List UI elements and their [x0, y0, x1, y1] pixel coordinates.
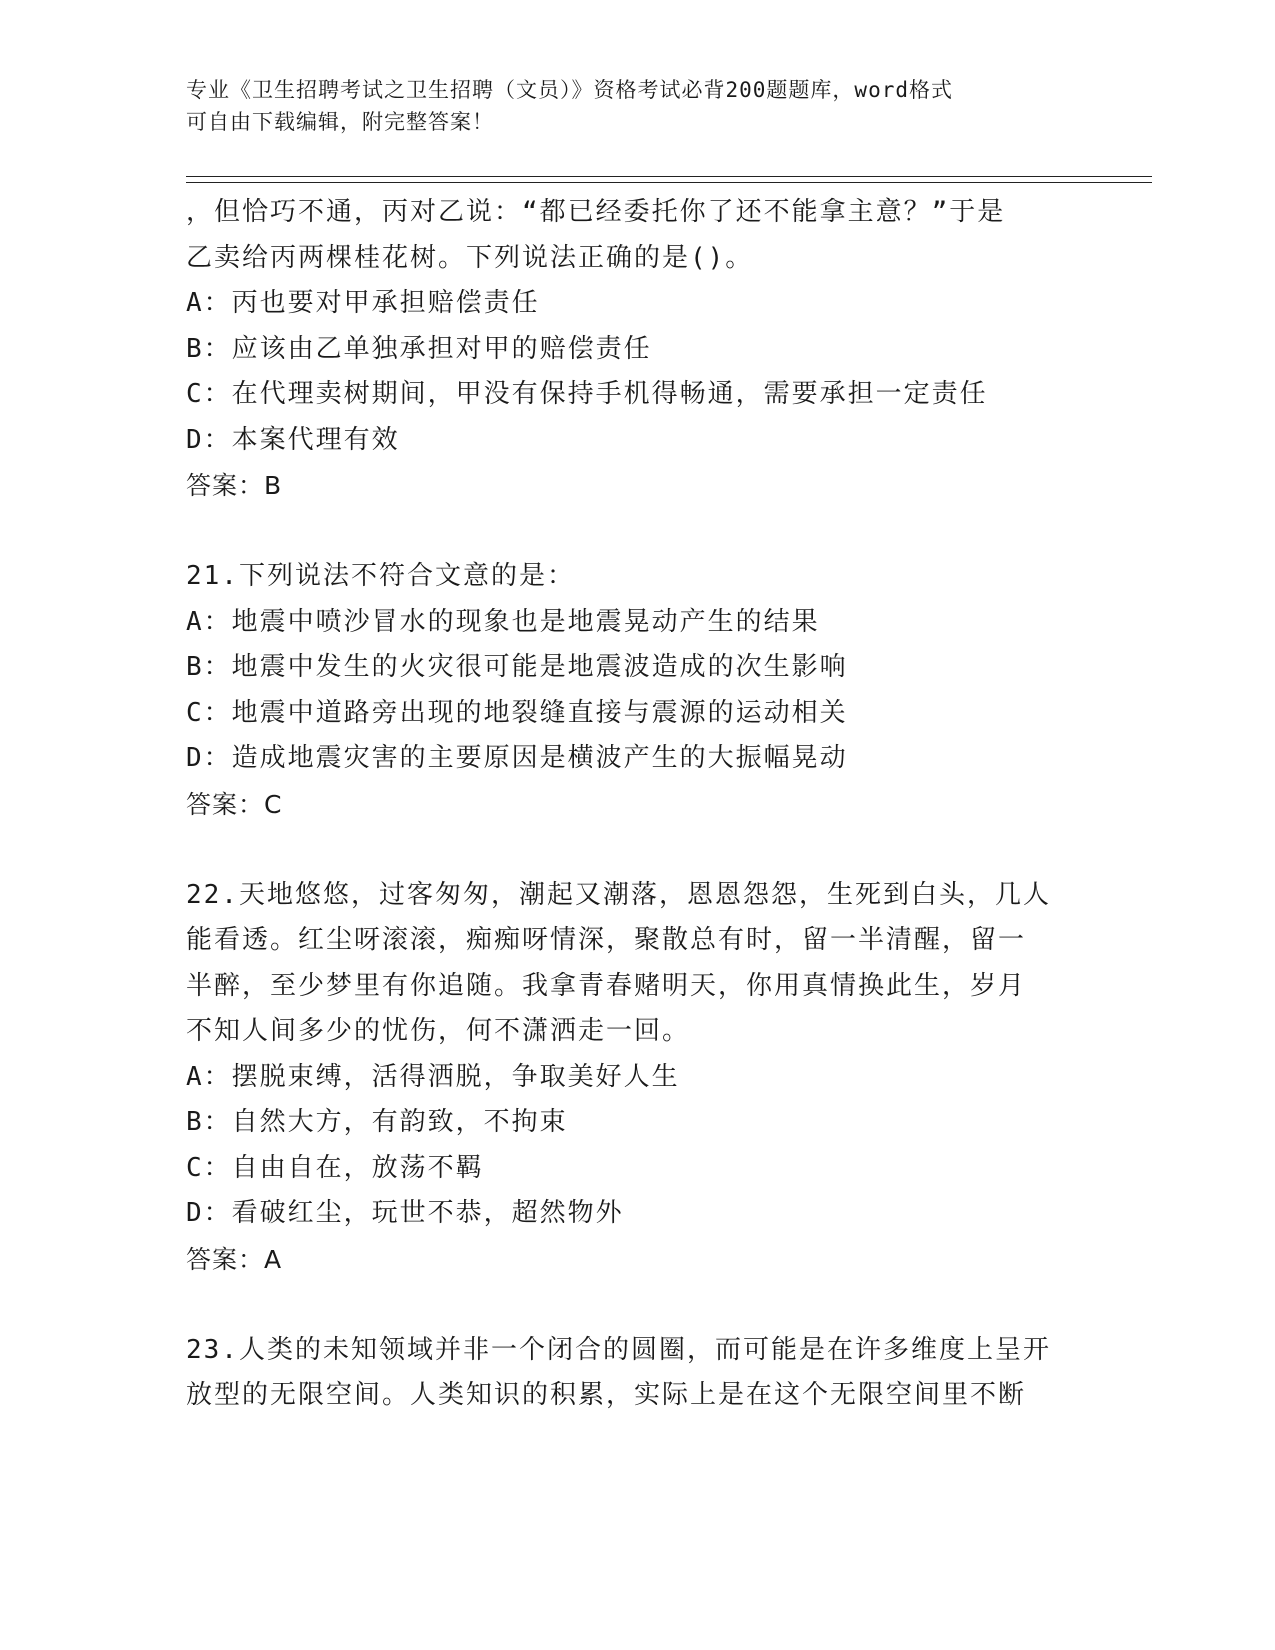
answer-line: 答案：A — [186, 1244, 283, 1274]
question-21 — [186, 554, 1086, 827]
question-spacer — [186, 1282, 1086, 1328]
header-divider-top — [186, 176, 1152, 177]
option-a: A：摆脱束缚，活得洒脱，争取美好人生 — [186, 1061, 680, 1092]
option-a: A：丙也要对甲承担赔偿责任 — [186, 288, 540, 318]
question-stem-line: 21.下列说法不符合文意的是： — [186, 561, 575, 591]
question-20 — [186, 190, 1086, 509]
answer-line: 答案：C — [186, 789, 283, 819]
header-divider-bottom — [186, 182, 1152, 183]
option-d: D：看破红尘，玩世不恭，超然物外 — [186, 1198, 624, 1228]
option-b: B：地震中发生的火灾很可能是地震波造成的次生影响 — [186, 652, 848, 682]
option-b: B：应该由乙单独承担对甲的赔偿责任 — [186, 333, 652, 364]
document-header — [186, 74, 1066, 138]
question-stem-line: ，但恰巧不通，丙对乙说：“都已经委托你了还不能拿主意？”于是 — [186, 197, 1006, 227]
header-title-line-2: 可自由下载编辑，附完整答案！ — [186, 110, 494, 134]
answer-line: 答案：B — [186, 471, 283, 500]
question-stem-line: 23.人类的未知领域并非一个闭合的圆圈，而可能是在许多维度上呈开 — [186, 1334, 1051, 1365]
question-spacer — [186, 509, 1086, 555]
header-title-line-1: 专业《卫生招聘考试之卫生招聘（文员）》资格考试必背200题题库，word格式 — [186, 78, 953, 102]
question-stem-line: 放型的无限空间。人类知识的积累，实际上是在这个无限空间里不断 — [186, 1380, 1027, 1410]
option-b: B：自然大方，有韵致，不拘束 — [186, 1107, 568, 1137]
question-23 — [186, 1328, 1086, 1419]
option-d: D：造成地震灾害的主要原因是横波产生的大振幅晃动 — [186, 743, 848, 773]
question-stem-line: 22.天地悠悠，过客匆匆，潮起又潮落，恩恩怨怨，生死到白头，几人 — [186, 879, 1051, 910]
option-d: D：本案代理有效 — [186, 424, 400, 455]
question-content — [186, 190, 1086, 1419]
option-c: C：在代理卖树期间，甲没有保持手机得畅通，需要承担一定责任 — [186, 379, 988, 409]
question-spacer — [186, 827, 1086, 873]
option-c: C：地震中道路旁出现的地裂缝直接与震源的运动相关 — [186, 697, 848, 728]
question-stem-line: 乙卖给丙两棵桂花树。下列说法正确的是()。 — [186, 242, 754, 273]
option-a: A：地震中喷沙冒水的现象也是地震晃动产生的结果 — [186, 606, 820, 637]
question-stem-line: 能看透。红尘呀滚滚，痴痴呀情深，聚散总有时，留一半清醒，留一 — [186, 925, 1027, 955]
question-22 — [186, 873, 1086, 1283]
option-c: C：自由自在，放荡不羁 — [186, 1152, 484, 1183]
question-stem-line: 不知人间多少的忧伤，何不潇洒走一回。 — [186, 1016, 691, 1046]
question-stem-line: 半醉，至少梦里有你追随。我拿青春赌明天，你用真情换此生，岁月 — [186, 970, 1027, 1001]
